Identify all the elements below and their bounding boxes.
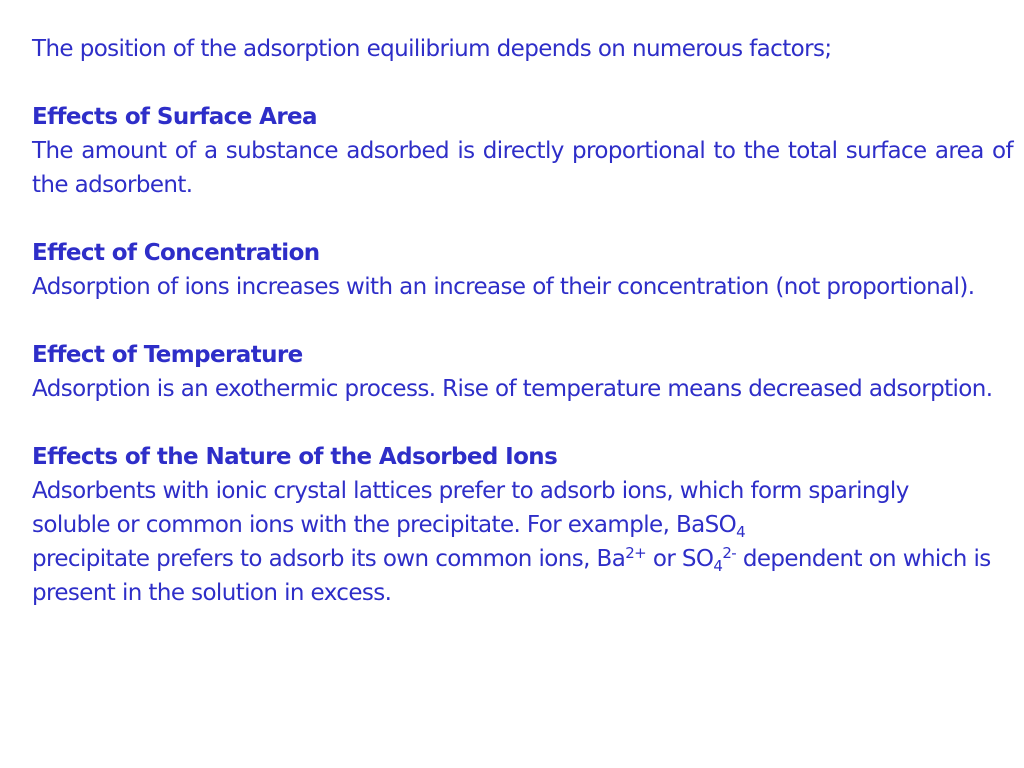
- intro-text: The position of the adsorption equilibrium depends on numerous factors;: [32, 36, 832, 62]
- body-adsorbed-ions-part-2: precipitate prefers to adsorb its own common ions, Ba: [32, 546, 626, 572]
- body-concentration: Adsorption of ions increases with an increase of their concentration (not proportional).: [32, 274, 975, 300]
- heading-temperature: Effect of Temperature: [32, 342, 303, 368]
- body-adsorbed-ions-part-1: Adsorbents with ionic crystal lattices prefer to adsorb ions, which form sparingly soluble or common ions with the precipitate. For example, BaSO: [32, 478, 909, 538]
- body-adsorbed-ions-part-4: dependent on which is present in the solution in excess.: [32, 546, 991, 606]
- subscript-4: 4: [713, 557, 723, 575]
- spacer: [32, 66, 1013, 100]
- heading-concentration: Effect of Concentration: [32, 240, 320, 266]
- superscript-charge: 2+: [625, 544, 647, 562]
- spacer: [32, 304, 1013, 338]
- spacer: [32, 406, 1013, 440]
- body-adsorbed-ions-part-3: or SO: [646, 546, 714, 572]
- spacer: [32, 202, 1013, 236]
- slide-content: [32, 32, 1013, 610]
- heading-adsorbed-ions: Effects of the Nature of the Adsorbed Ions: [32, 444, 558, 470]
- body-adsorbed-ions: [32, 474, 992, 610]
- body-surface-area: The amount of a substance adsorbed is directly proportional to the total surface area of the adsorbent.: [32, 138, 1013, 198]
- body-temperature: Adsorption is an exothermic process. Rise of temperature means decreased adsorption.: [32, 376, 993, 402]
- superscript-charge: 2-: [722, 544, 737, 562]
- subscript-4: 4: [736, 523, 746, 541]
- heading-surface-area: Effects of Surface Area: [32, 104, 317, 130]
